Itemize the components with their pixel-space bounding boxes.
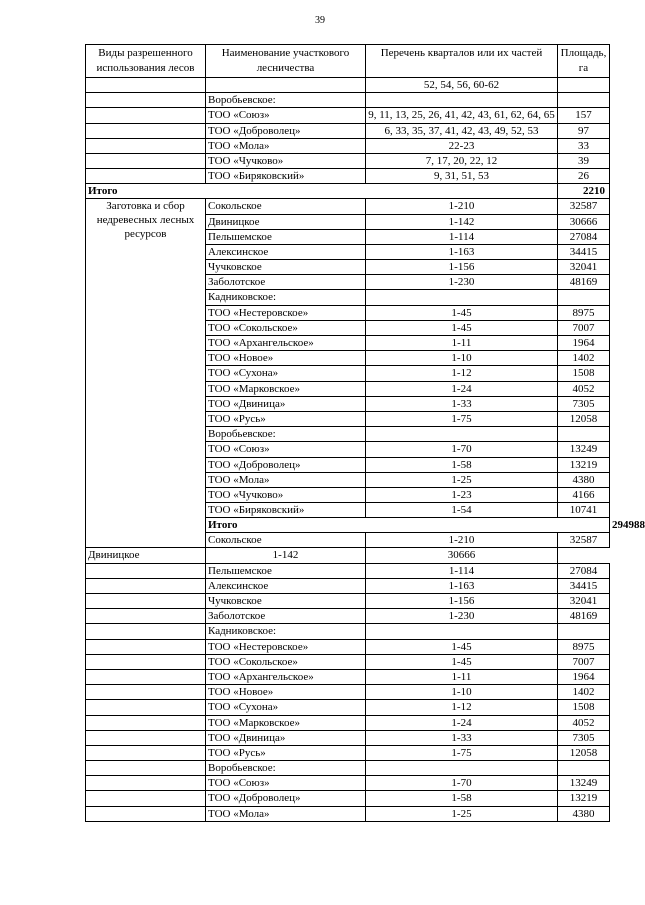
- forestry-name-cell: ТОО «Доброволец»: [206, 457, 366, 472]
- forestry-name-cell: [206, 78, 366, 93]
- area-cell: 27084: [558, 563, 610, 578]
- area-cell: 7007: [558, 654, 610, 669]
- area-cell: 13219: [558, 791, 610, 806]
- forestry-name-cell: ТОО «Двиница»: [206, 730, 366, 745]
- area-cell: 4166: [558, 487, 610, 502]
- forestry-name-cell: Чучковское: [206, 260, 366, 275]
- area-cell: [558, 78, 610, 93]
- quarters-cell: 1-11: [366, 669, 558, 684]
- area-cell: 1964: [558, 336, 610, 351]
- quarters-cell: 1-142: [206, 548, 366, 563]
- quarters-cell: 1-70: [366, 442, 558, 457]
- table-row: [86, 669, 610, 684]
- forestry-name-cell: Алексинское: [206, 244, 366, 259]
- quarters-cell: 1-45: [366, 654, 558, 669]
- area-cell: 4052: [558, 381, 610, 396]
- area-cell: 13249: [558, 776, 610, 791]
- use-type-cell: [86, 153, 206, 168]
- forestry-name-cell: Пельшемское: [206, 229, 366, 244]
- area-cell: 13219: [558, 457, 610, 472]
- use-type-cell: [86, 745, 206, 760]
- use-type-cell: [86, 624, 206, 639]
- use-type-cell: [86, 123, 206, 138]
- use-type-cell: Заготовка и сбор недревесных лесных ресурсов: [86, 199, 206, 548]
- area-cell: 26: [558, 169, 610, 184]
- quarters-cell: [366, 624, 558, 639]
- area-cell: 1402: [558, 351, 610, 366]
- area-cell: 32041: [558, 260, 610, 275]
- quarters-cell: 1-12: [366, 366, 558, 381]
- area-cell: 7305: [558, 396, 610, 411]
- forestry-name-cell: ТОО «Мола»: [206, 806, 366, 821]
- quarters-cell: 1-24: [366, 715, 558, 730]
- use-type-cell: [86, 169, 206, 184]
- use-type-cell: [86, 578, 206, 593]
- forestry-name-cell: ТОО «Нестеровское»: [206, 305, 366, 320]
- table-row: [86, 624, 610, 639]
- total-label: Итого: [206, 518, 610, 533]
- use-type-cell: [86, 563, 206, 578]
- forestry-name-cell: ТОО «Нестеровское»: [206, 639, 366, 654]
- quarters-cell: 1-10: [366, 351, 558, 366]
- quarters-cell: 1-25: [366, 806, 558, 821]
- area-cell: 12058: [558, 745, 610, 760]
- forestry-name-cell: Чучковское: [206, 594, 366, 609]
- forestry-name-cell: ТОО «Марковское»: [206, 715, 366, 730]
- forestry-name-cell: Заболотское: [206, 609, 366, 624]
- area-cell: 39: [558, 153, 610, 168]
- forestry-name-cell: Пельшемское: [206, 563, 366, 578]
- forestry-name-cell: ТОО «Марковское»: [206, 381, 366, 396]
- quarters-cell: 1-12: [366, 700, 558, 715]
- use-type-cell: [86, 791, 206, 806]
- area-cell: 32587: [558, 199, 610, 214]
- forestry-name-cell: ТОО «Сокольское»: [206, 320, 366, 335]
- total-row: Итого 294988: [86, 518, 610, 533]
- quarters-cell: 6, 33, 35, 37, 41, 42, 43, 49, 52, 53: [366, 123, 558, 138]
- forestry-name-cell: ТОО «Чучково»: [206, 487, 366, 502]
- forestry-name-cell: ТОО «Новое»: [206, 685, 366, 700]
- area-cell: [558, 93, 610, 108]
- table-row: [86, 715, 610, 730]
- table-row: [86, 745, 610, 760]
- table-row: [86, 654, 610, 669]
- forestry-name-cell: ТОО «Двиница»: [206, 396, 366, 411]
- forestry-name-cell: Сокольское: [206, 199, 366, 214]
- use-type-cell: [86, 594, 206, 609]
- header-area: Площадь, га: [558, 45, 610, 78]
- quarters-cell: 1-163: [366, 578, 558, 593]
- table-row: [86, 639, 610, 654]
- forestry-name-cell: Заболотское: [206, 275, 366, 290]
- quarters-cell: 1-10: [366, 685, 558, 700]
- header-quarters-list: Перечень кварталов или их частей: [366, 45, 558, 78]
- area-cell: 12058: [558, 411, 610, 426]
- quarters-cell: 1-33: [366, 396, 558, 411]
- use-type-cell: [86, 78, 206, 93]
- quarters-cell: 7, 17, 20, 22, 12: [366, 153, 558, 168]
- table-row: [86, 78, 610, 93]
- quarters-cell: 1-70: [366, 776, 558, 791]
- quarters-cell: 1-114: [366, 229, 558, 244]
- area-cell: 1402: [558, 685, 610, 700]
- area-cell: 1508: [558, 700, 610, 715]
- total-area: 2210: [558, 184, 610, 199]
- quarters-cell: [366, 290, 558, 305]
- table-row: [86, 578, 610, 593]
- use-type-cell: [86, 730, 206, 745]
- forestry-name-cell: ТОО «Союз»: [206, 776, 366, 791]
- area-cell: 1508: [558, 366, 610, 381]
- table-row: [86, 153, 610, 168]
- quarters-cell: 1-230: [366, 609, 558, 624]
- area-cell: 13249: [558, 442, 610, 457]
- forestry-name-cell: ТОО «Доброволец»: [206, 123, 366, 138]
- quarters-cell: 1-114: [366, 563, 558, 578]
- area-cell: 7007: [558, 320, 610, 335]
- use-type-cell: [86, 715, 206, 730]
- use-type-cell: [86, 685, 206, 700]
- use-type-cell: [86, 609, 206, 624]
- quarters-cell: 9, 31, 51, 53: [366, 169, 558, 184]
- area-cell: 1964: [558, 669, 610, 684]
- use-type-cell: [86, 700, 206, 715]
- forestry-name-cell: ТОО «Архангельское»: [206, 669, 366, 684]
- quarters-cell: 1-156: [366, 594, 558, 609]
- header-forestry-name: Наименование участкового лесничества: [206, 45, 366, 78]
- forestry-name-cell: ТОО «Русь»: [206, 411, 366, 426]
- forestry-name-cell: Кадниковское:: [206, 290, 366, 305]
- table-row: [86, 806, 610, 821]
- area-cell: 32041: [558, 594, 610, 609]
- forestry-name-cell: ТОО «Мола»: [206, 472, 366, 487]
- quarters-cell: 1-33: [366, 730, 558, 745]
- area-cell: 34415: [558, 244, 610, 259]
- area-cell: 4380: [558, 472, 610, 487]
- table-body: [86, 78, 645, 822]
- area-cell: 157: [558, 108, 610, 123]
- table-row: [86, 563, 610, 578]
- area-cell: [558, 624, 610, 639]
- quarters-cell: 1-25: [366, 472, 558, 487]
- quarters-cell: 1-45: [366, 320, 558, 335]
- area-cell: 10741: [558, 503, 610, 518]
- forestry-name-cell: Воробьевское:: [206, 427, 366, 442]
- quarters-cell: 1-54: [366, 503, 558, 518]
- use-type-cell: [86, 806, 206, 821]
- quarters-cell: 1-210: [366, 199, 558, 214]
- use-type-cell: [86, 93, 206, 108]
- table-row: [86, 123, 610, 138]
- area-cell: 8975: [558, 639, 610, 654]
- quarters-cell: 1-23: [366, 487, 558, 502]
- area-cell: 27084: [558, 229, 610, 244]
- forestry-name-cell: Сокольское: [206, 533, 366, 548]
- quarters-cell: 1-58: [366, 791, 558, 806]
- quarters-cell: 1-45: [366, 305, 558, 320]
- use-type-cell: [86, 138, 206, 153]
- use-type-cell: [86, 761, 206, 776]
- forestry-name-cell: ТОО «Биряковский»: [206, 169, 366, 184]
- area-cell: 33: [558, 138, 610, 153]
- table-row: [86, 700, 610, 715]
- forest-use-table: [85, 44, 645, 822]
- area-cell: 8975: [558, 305, 610, 320]
- quarters-cell: 1-45: [366, 639, 558, 654]
- forestry-name-cell: ТОО «Союз»: [206, 442, 366, 457]
- quarters-cell: 1-75: [366, 411, 558, 426]
- area-cell: 30666: [366, 548, 558, 563]
- forestry-name-cell: Кадниковское:: [206, 624, 366, 639]
- header-use-type: Виды разрешенного использования лесов: [86, 45, 206, 78]
- table-row: [86, 594, 610, 609]
- quarters-cell: [366, 761, 558, 776]
- table-row: [86, 761, 610, 776]
- table-row: [86, 609, 610, 624]
- area-cell: [558, 761, 610, 776]
- forestry-name-cell: Воробьевское:: [206, 761, 366, 776]
- forestry-name-cell: ТОО «Архангельское»: [206, 336, 366, 351]
- table-row: [86, 108, 610, 123]
- table-row: [86, 93, 610, 108]
- use-type-cell: [86, 776, 206, 791]
- quarters-cell: [366, 93, 558, 108]
- area-cell: 4380: [558, 806, 610, 821]
- quarters-cell: 1-230: [366, 275, 558, 290]
- forestry-name-cell: ТОО «Союз»: [206, 108, 366, 123]
- table-row: [86, 138, 610, 153]
- area-cell: 7305: [558, 730, 610, 745]
- quarters-cell: 1-156: [366, 260, 558, 275]
- forestry-name-cell: ТОО «Русь»: [206, 745, 366, 760]
- use-type-cell: [86, 669, 206, 684]
- quarters-cell: 1-210: [366, 533, 558, 548]
- total-row: [86, 184, 610, 199]
- quarters-cell: 1-75: [366, 745, 558, 760]
- area-cell: [558, 290, 610, 305]
- table-header-row: [86, 45, 610, 78]
- quarters-cell: 1-11: [366, 336, 558, 351]
- quarters-cell: 22-23: [366, 138, 558, 153]
- quarters-cell: 52, 54, 56, 60-62: [366, 78, 558, 93]
- forestry-name-cell: ТОО «Доброволец»: [206, 791, 366, 806]
- table-row: [86, 685, 610, 700]
- forestry-name-cell: ТОО «Чучково»: [206, 153, 366, 168]
- area-cell: 30666: [558, 214, 610, 229]
- total-label: Итого: [86, 184, 558, 199]
- quarters-cell: 1-142: [366, 214, 558, 229]
- area-cell: 32587: [558, 533, 610, 548]
- table-row: [86, 791, 610, 806]
- page-number: 39: [315, 15, 325, 26]
- area-cell: 4052: [558, 715, 610, 730]
- forestry-name-cell: ТОО «Сокольское»: [206, 654, 366, 669]
- quarters-cell: 9, 11, 13, 25, 26, 41, 42, 43, 61, 62, 64, 65: [366, 108, 558, 123]
- table-row: [86, 776, 610, 791]
- forestry-name-cell: Двиницкое: [86, 548, 206, 563]
- forestry-name-cell: ТОО «Биряковский»: [206, 503, 366, 518]
- area-cell: [558, 427, 610, 442]
- use-type-cell: [86, 654, 206, 669]
- area-cell: 34415: [558, 578, 610, 593]
- table-row: [86, 548, 610, 563]
- quarters-cell: 1-163: [366, 244, 558, 259]
- forestry-name-cell: ТОО «Мола»: [206, 138, 366, 153]
- forestry-name-cell: Алексинское: [206, 578, 366, 593]
- area-cell: 97: [558, 123, 610, 138]
- table-row: [86, 199, 610, 214]
- forestry-name-cell: ТОО «Сухона»: [206, 366, 366, 381]
- forestry-name-cell: ТОО «Новое»: [206, 351, 366, 366]
- quarters-cell: [366, 427, 558, 442]
- table-row: [86, 169, 610, 184]
- forestry-name-cell: ТОО «Сухона»: [206, 700, 366, 715]
- quarters-cell: 1-58: [366, 457, 558, 472]
- area-cell: 48169: [558, 609, 610, 624]
- forestry-name-cell: Воробьевское:: [206, 93, 366, 108]
- area-cell: 48169: [558, 275, 610, 290]
- use-type-cell: [86, 108, 206, 123]
- forestry-name-cell: Двиницкое: [206, 214, 366, 229]
- quarters-cell: 1-24: [366, 381, 558, 396]
- table-row: [86, 730, 610, 745]
- use-type-cell: [86, 639, 206, 654]
